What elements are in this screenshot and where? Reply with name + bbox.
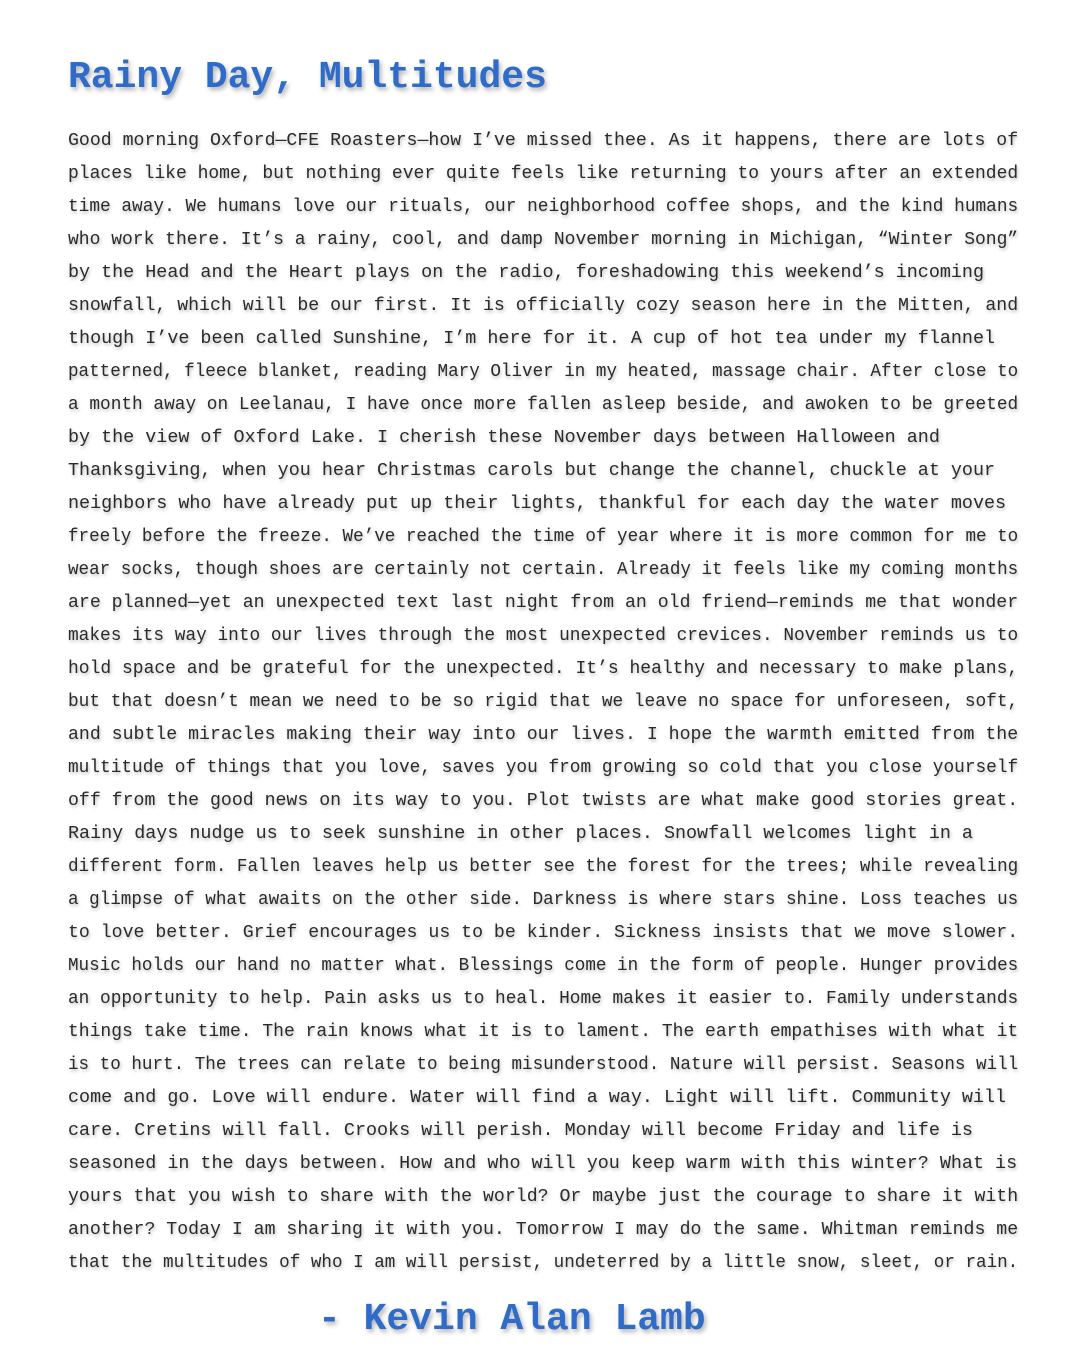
- body-line: care. Cretins will fall. Crooks will perish. Monday will become Friday and life is: [68, 1120, 973, 1141]
- essay-body: [68, 124, 1018, 1279]
- body-line: but that doesn’t mean we need to be so rigid that we leave no space for unforeseen, soft,: [68, 691, 1019, 712]
- body-line: things take time. The rain knows what it is to lament. The earth empathises with what it: [68, 1021, 1019, 1042]
- body-line: makes its way into our lives through the most unexpected crevices. November reminds us to: [68, 625, 1019, 646]
- page-title: Rainy Day, Multitudes: [68, 56, 547, 99]
- body-line: snowfall, which will be our first. It is officially cozy season here in the Mitten, and: [68, 295, 1019, 316]
- body-line: Thanksgiving, when you hear Christmas carols but change the channel, chuckle at your: [68, 460, 996, 481]
- author-signature: - Kevin Alan Lamb: [318, 1298, 706, 1341]
- body-line: Good morning Oxford—CFE Roasters—how I’ve missed thee. As it happens, there are lots of: [68, 130, 1019, 151]
- body-line: places like home, but nothing ever quite feels like returning to yours after an extended: [68, 163, 1019, 184]
- body-line: who work there. It’s a rainy, cool, and damp November morning in Michigan, “Winter Song”: [68, 229, 1019, 250]
- body-line: multitude of things that you love, saves you from growing so cold that you close yourself: [68, 757, 1019, 778]
- body-line: is to hurt. The trees can relate to being misunderstood. Nature will persist. Seasons will: [68, 1054, 1019, 1075]
- body-line: wear socks, though shoes are certainly not certain. Already it feels like my coming months: [68, 559, 1019, 580]
- body-line: by the view of Oxford Lake. I cherish these November days between Halloween and: [68, 427, 940, 448]
- body-line: though I’ve been called Sunshine, I’m here for it. A cup of hot tea under my flannel: [68, 328, 996, 349]
- body-line: are planned—yet an unexpected text last night from an old friend—reminds me that wonder: [68, 592, 1019, 613]
- body-line: to love better. Grief encourages us to be kinder. Sickness insists that we move slower.: [68, 922, 1019, 943]
- body-line: Rainy days nudge us to seek sunshine in other places. Snowfall welcomes light in a: [68, 823, 973, 844]
- body-line: yours that you wish to share with the world? Or maybe just the courage to share it with: [68, 1186, 1019, 1207]
- body-line: Music holds our hand no matter what. Blessings come in the form of people. Hunger provides: [68, 955, 1019, 976]
- body-line: come and go. Love will endure. Water will find a way. Light will lift. Community will: [68, 1087, 1007, 1108]
- body-line: seasoned in the days between. How and who will you keep warm with this winter? What is: [68, 1153, 1018, 1174]
- body-line: different form. Fallen leaves help us better see the forest for the trees; while revealing: [68, 856, 1019, 877]
- body-line: hold space and be grateful for the unexpected. It’s healthy and necessary to make plans,: [68, 658, 1019, 679]
- body-line: an opportunity to help. Pain asks us to heal. Home makes it easier to. Family understands: [68, 988, 1019, 1009]
- body-line: another? Today I am sharing it with you. Tomorrow I may do the same. Whitman reminds me: [68, 1219, 1019, 1240]
- body-line: a glimpse of what awaits on the other side. Darkness is where stars shine. Loss teaches us: [68, 889, 1019, 910]
- body-line: a month away on Leelanau, I have once more fallen asleep beside, and awoken to be greeted: [68, 394, 1019, 415]
- body-line: time away. We humans love our rituals, our neighborhood coffee shops, and the kind humans: [68, 196, 1019, 217]
- body-line: and subtle miracles making their way into our lives. I hope the warmth emitted from the: [68, 724, 1019, 745]
- body-line: that the multitudes of who I am will persist, undeterred by a little snow, sleet, or rain.: [68, 1252, 1019, 1273]
- body-line: by the Head and the Heart plays on the radio, foreshadowing this weekend’s incoming: [68, 262, 985, 283]
- body-line: freely before the freeze. We’ve reached the time of year where it is more common for me to: [68, 526, 1019, 547]
- body-line: neighbors who have already put up their lights, thankful for each day the water moves: [68, 493, 1007, 514]
- body-line: patterned, fleece blanket, reading Mary Oliver in my heated, massage chair. After close to: [68, 361, 1019, 382]
- body-line: off from the good news on its way to you. Plot twists are what make good stories great.: [68, 790, 1019, 811]
